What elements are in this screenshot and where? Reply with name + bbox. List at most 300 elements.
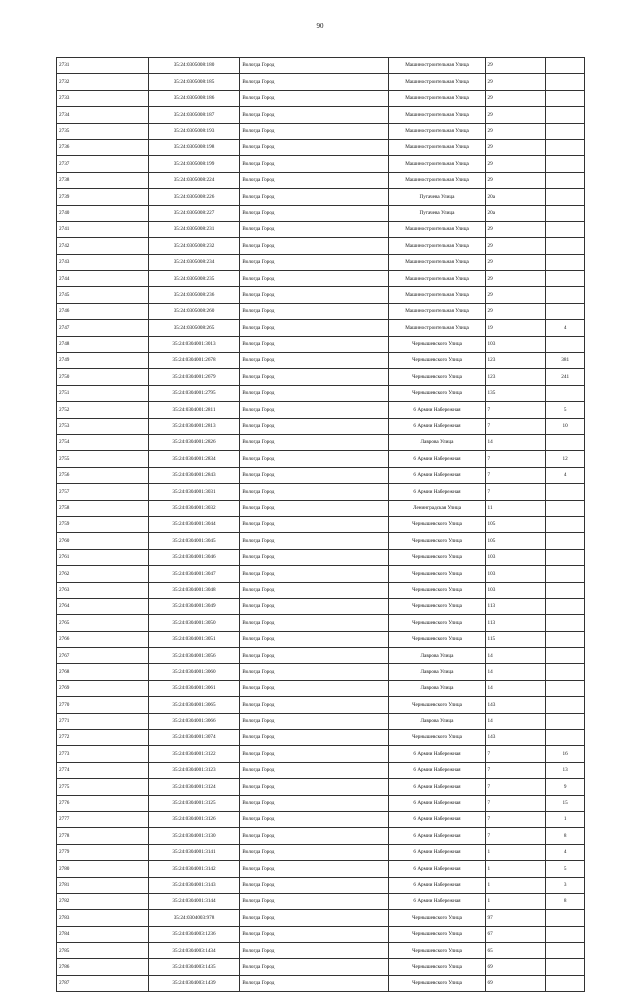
house-number-cell: 69	[485, 975, 546, 991]
row-number-cell: 2765	[57, 615, 149, 631]
house-number-cell: 65	[485, 943, 546, 959]
house-number-cell: 11	[485, 500, 546, 516]
cadastral-number-cell: 35:24:0304001:3050	[148, 615, 240, 631]
table-row	[57, 90, 585, 106]
table-row	[57, 238, 585, 254]
apartment-cell: 1	[546, 811, 585, 827]
street-cell: 6 Армии Набережная	[389, 402, 485, 418]
row-number-cell: 2772	[57, 730, 149, 746]
apartment-cell	[546, 287, 585, 303]
city-cell: Вологда Город	[240, 484, 389, 500]
street-cell: 6 Армии Набережная	[389, 795, 485, 811]
cadastral-number-cell: 35:24:0304001:3124	[148, 779, 240, 795]
apartment-cell	[546, 385, 585, 401]
city-cell: Вологда Город	[240, 74, 389, 90]
cadastral-number-cell: 35:24:0304001:2843	[148, 467, 240, 483]
cadastral-number-cell: 35:24:0304001:2678	[148, 353, 240, 369]
city-cell: Вологда Город	[240, 467, 389, 483]
row-number-cell: 2754	[57, 434, 149, 450]
apartment-cell	[546, 123, 585, 139]
house-number-cell: 29	[485, 58, 546, 74]
street-cell: 6 Армии Набережная	[389, 484, 485, 500]
row-number-cell: 2777	[57, 811, 149, 827]
apartment-cell	[546, 697, 585, 713]
cadastral-number-cell: 35:24:0305008:186	[148, 90, 240, 106]
cadastral-number-cell: 35:24:0305008:224	[148, 172, 240, 188]
cadastral-number-cell: 35:24:0305008:187	[148, 107, 240, 123]
apartment-cell	[546, 910, 585, 926]
house-number-cell: 29	[485, 139, 546, 155]
street-cell: Чернышевского Улица	[389, 385, 485, 401]
cadastral-number-cell: 35:24:0304001:2679	[148, 369, 240, 385]
row-number-cell: 2771	[57, 713, 149, 729]
house-number-cell: 29	[485, 238, 546, 254]
cadastral-number-cell: 35:24:0304003:1435	[148, 959, 240, 975]
street-cell: 6 Армии Набережная	[389, 861, 485, 877]
apartment-cell	[546, 582, 585, 598]
city-cell: Вологда Город	[240, 730, 389, 746]
row-number-cell: 2740	[57, 205, 149, 221]
cadastral-number-cell: 35:24:0305008:234	[148, 254, 240, 270]
street-cell: 6 Армии Набережная	[389, 844, 485, 860]
street-cell: Чернышевского Улица	[389, 369, 485, 385]
apartment-cell: 15	[546, 795, 585, 811]
house-number-cell: 29	[485, 221, 546, 237]
row-number-cell: 2737	[57, 156, 149, 172]
cadastral-number-cell: 35:24:0304001:3061	[148, 680, 240, 696]
street-cell: Чернышевского Улица	[389, 615, 485, 631]
table-row	[57, 287, 585, 303]
cadastral-number-cell: 35:24:0304001:3056	[148, 648, 240, 664]
street-cell: Машиностроительная Улица	[389, 271, 485, 287]
cadastral-number-cell: 35:24:0304001:3144	[148, 893, 240, 909]
row-number-cell: 2769	[57, 680, 149, 696]
house-number-cell: 29	[485, 287, 546, 303]
apartment-cell	[546, 730, 585, 746]
table-row	[57, 533, 585, 549]
street-cell: Лаврова Улица	[389, 664, 485, 680]
table-row	[57, 582, 585, 598]
cadastral-number-cell: 35:24:0305008:236	[148, 287, 240, 303]
city-cell: Вологда Город	[240, 353, 389, 369]
city-cell: Вологда Город	[240, 697, 389, 713]
table-row	[57, 844, 585, 860]
city-cell: Вологда Город	[240, 910, 389, 926]
apartment-cell	[546, 943, 585, 959]
table-row	[57, 975, 585, 991]
apartment-cell	[546, 959, 585, 975]
table-row	[57, 385, 585, 401]
apartment-cell	[546, 107, 585, 123]
apartment-cell	[546, 631, 585, 647]
apartment-cell: 8	[546, 893, 585, 909]
table-row	[57, 779, 585, 795]
table-row	[57, 615, 585, 631]
apartment-cell	[546, 254, 585, 270]
cadastral-number-cell: 35:24:0304001:3122	[148, 746, 240, 762]
apartment-cell	[546, 90, 585, 106]
apartment-cell: 9	[546, 779, 585, 795]
cadastral-number-cell: 35:24:0304001:3066	[148, 713, 240, 729]
house-number-cell: 1	[485, 877, 546, 893]
cadastral-number-cell: 35:24:0304001:2795	[148, 385, 240, 401]
table-row	[57, 320, 585, 336]
table-row	[57, 877, 585, 893]
apartment-cell: 5	[546, 861, 585, 877]
house-number-cell: 14	[485, 434, 546, 450]
cadastral-number-cell: 35:24:0305008:180	[148, 58, 240, 74]
row-number-cell: 2735	[57, 123, 149, 139]
cadastral-number-cell: 35:24:0305008:227	[148, 205, 240, 221]
house-number-cell: 29	[485, 123, 546, 139]
cadastral-number-cell: 35:24:0304001:3141	[148, 844, 240, 860]
city-cell: Вологда Город	[240, 336, 389, 352]
city-cell: Вологда Город	[240, 107, 389, 123]
street-cell: 6 Армии Набережная	[389, 828, 485, 844]
street-cell: Чернышевского Улица	[389, 959, 485, 975]
apartment-cell	[546, 500, 585, 516]
table-row	[57, 713, 585, 729]
city-cell: Вологда Город	[240, 139, 389, 155]
table-row	[57, 762, 585, 778]
street-cell: Чернышевского Улица	[389, 730, 485, 746]
street-cell: Лаврова Улица	[389, 648, 485, 664]
cadastral-number-cell: 35:24:0304003:978	[148, 910, 240, 926]
row-number-cell: 2745	[57, 287, 149, 303]
house-number-cell: 1	[485, 861, 546, 877]
row-number-cell: 2767	[57, 648, 149, 664]
cadastral-number-cell: 35:24:0304001:3065	[148, 697, 240, 713]
street-cell: Чернышевского Улица	[389, 549, 485, 565]
table-row	[57, 205, 585, 221]
apartment-cell	[546, 926, 585, 942]
street-cell: 6 Армии Набережная	[389, 811, 485, 827]
city-cell: Вологда Город	[240, 959, 389, 975]
house-number-cell: 113	[485, 615, 546, 631]
city-cell: Вологда Город	[240, 615, 389, 631]
row-number-cell: 2763	[57, 582, 149, 598]
city-cell: Вологда Город	[240, 516, 389, 532]
row-number-cell: 2760	[57, 533, 149, 549]
city-cell: Вологда Город	[240, 123, 389, 139]
city-cell: Вологда Город	[240, 271, 389, 287]
cadastral-number-cell: 35:24:0304001:3013	[148, 336, 240, 352]
city-cell: Вологда Город	[240, 418, 389, 434]
street-cell: Чернышевского Улица	[389, 975, 485, 991]
row-number-cell: 2764	[57, 598, 149, 614]
apartment-cell: 13	[546, 762, 585, 778]
city-cell: Вологда Город	[240, 533, 389, 549]
cadastral-number-cell: 35:24:0304001:3130	[148, 828, 240, 844]
table-row	[57, 697, 585, 713]
city-cell: Вологда Город	[240, 746, 389, 762]
table-row	[57, 58, 585, 74]
street-cell: Чернышевского Улица	[389, 582, 485, 598]
apartment-cell	[546, 434, 585, 450]
row-number-cell: 2779	[57, 844, 149, 860]
street-cell: 6 Армии Набережная	[389, 746, 485, 762]
house-number-cell: 67	[485, 926, 546, 942]
street-cell: Машиностроительная Улица	[389, 107, 485, 123]
street-cell: 6 Армии Набережная	[389, 893, 485, 909]
cadastral-number-cell: 35:24:0304001:3126	[148, 811, 240, 827]
cadastral-number-cell: 35:24:0304001:3051	[148, 631, 240, 647]
street-cell: Машиностроительная Улица	[389, 58, 485, 74]
row-number-cell: 2770	[57, 697, 149, 713]
apartment-cell	[546, 648, 585, 664]
table-row	[57, 107, 585, 123]
house-number-cell: 7	[485, 762, 546, 778]
cadastral-number-cell: 35:24:0304001:3074	[148, 730, 240, 746]
city-cell: Вологда Город	[240, 90, 389, 106]
apartment-cell	[546, 533, 585, 549]
cadastral-number-cell: 35:24:0304001:3048	[148, 582, 240, 598]
cadastral-number-cell: 35:24:0305008:235	[148, 271, 240, 287]
city-cell: Вологда Город	[240, 680, 389, 696]
table-row	[57, 926, 585, 942]
table-row	[57, 566, 585, 582]
house-number-cell: 7	[485, 746, 546, 762]
city-cell: Вологда Город	[240, 926, 389, 942]
cadastral-number-cell: 35:24:0305008:193	[148, 123, 240, 139]
street-cell: 6 Армии Набережная	[389, 762, 485, 778]
city-cell: Вологда Город	[240, 566, 389, 582]
cadastral-number-cell: 35:24:0304001:3142	[148, 861, 240, 877]
city-cell: Вологда Город	[240, 549, 389, 565]
row-number-cell: 2778	[57, 828, 149, 844]
street-cell: Чернышевского Улица	[389, 943, 485, 959]
house-number-cell: 7	[485, 828, 546, 844]
house-number-cell: 135	[485, 385, 546, 401]
street-cell: 6 Армии Набережная	[389, 779, 485, 795]
apartment-cell: 381	[546, 353, 585, 369]
street-cell: Машиностроительная Улица	[389, 238, 485, 254]
table-row	[57, 353, 585, 369]
row-number-cell: 2782	[57, 893, 149, 909]
row-number-cell: 2761	[57, 549, 149, 565]
house-number-cell: 103	[485, 336, 546, 352]
apartment-cell	[546, 713, 585, 729]
row-number-cell: 2751	[57, 385, 149, 401]
table-row	[57, 221, 585, 237]
table-row	[57, 549, 585, 565]
city-cell: Вологда Город	[240, 631, 389, 647]
row-number-cell: 2787	[57, 975, 149, 991]
row-number-cell: 2734	[57, 107, 149, 123]
cadastral-number-cell: 35:24:0304001:3044	[148, 516, 240, 532]
table-row	[57, 811, 585, 827]
table-row	[57, 730, 585, 746]
house-number-cell: 7	[485, 811, 546, 827]
apartment-cell: 10	[546, 418, 585, 434]
row-number-cell: 2768	[57, 664, 149, 680]
apartment-cell	[546, 221, 585, 237]
table-row	[57, 861, 585, 877]
street-cell: Машиностроительная Улица	[389, 74, 485, 90]
apartment-cell: 5	[546, 402, 585, 418]
house-number-cell: 113	[485, 598, 546, 614]
street-cell: Машиностроительная Улица	[389, 172, 485, 188]
apartment-cell	[546, 598, 585, 614]
house-number-cell: 29	[485, 303, 546, 319]
cadastral-number-cell: 35:24:0305008:231	[148, 221, 240, 237]
house-number-cell: 103	[485, 549, 546, 565]
house-number-cell: 7	[485, 418, 546, 434]
cadastral-number-cell: 35:24:0305008:265	[148, 320, 240, 336]
row-number-cell: 2731	[57, 58, 149, 74]
city-cell: Вологда Город	[240, 172, 389, 188]
city-cell: Вологда Город	[240, 975, 389, 991]
row-number-cell: 2762	[57, 566, 149, 582]
city-cell: Вологда Город	[240, 811, 389, 827]
street-cell: 6 Армии Набережная	[389, 451, 485, 467]
table-row	[57, 139, 585, 155]
register-table	[56, 57, 585, 992]
house-number-cell: 19	[485, 320, 546, 336]
city-cell: Вологда Город	[240, 238, 389, 254]
table-row	[57, 631, 585, 647]
cadastral-number-cell: 35:24:0305008:232	[148, 238, 240, 254]
street-cell: Чернышевского Улица	[389, 697, 485, 713]
city-cell: Вологда Город	[240, 943, 389, 959]
cadastral-number-cell: 35:24:0304001:2826	[148, 434, 240, 450]
table-row	[57, 434, 585, 450]
city-cell: Вологда Город	[240, 320, 389, 336]
city-cell: Вологда Город	[240, 861, 389, 877]
city-cell: Вологда Город	[240, 664, 389, 680]
row-number-cell: 2742	[57, 238, 149, 254]
city-cell: Вологда Город	[240, 402, 389, 418]
table-row	[57, 910, 585, 926]
row-number-cell: 2753	[57, 418, 149, 434]
house-number-cell: 105	[485, 516, 546, 532]
cadastral-number-cell: 35:24:0304001:2834	[148, 451, 240, 467]
apartment-cell	[546, 975, 585, 991]
house-number-cell: 1	[485, 893, 546, 909]
table-row	[57, 959, 585, 975]
city-cell: Вологда Город	[240, 221, 389, 237]
row-number-cell: 2741	[57, 221, 149, 237]
city-cell: Вологда Город	[240, 254, 389, 270]
cadastral-number-cell: 35:24:0304003:1439	[148, 975, 240, 991]
cadastral-number-cell: 35:24:0304001:3032	[148, 500, 240, 516]
row-number-cell: 2743	[57, 254, 149, 270]
city-cell: Вологда Город	[240, 598, 389, 614]
row-number-cell: 2738	[57, 172, 149, 188]
street-cell: 6 Армии Набережная	[389, 418, 485, 434]
row-number-cell: 2749	[57, 353, 149, 369]
street-cell: Машиностроительная Улица	[389, 139, 485, 155]
table-row	[57, 172, 585, 188]
apartment-cell	[546, 664, 585, 680]
cadastral-number-cell: 35:24:0304001:3049	[148, 598, 240, 614]
house-number-cell: 7	[485, 402, 546, 418]
house-number-cell: 103	[485, 582, 546, 598]
table-row	[57, 156, 585, 172]
apartment-cell	[546, 139, 585, 155]
apartment-cell	[546, 615, 585, 631]
cadastral-number-cell: 35:24:0305008:226	[148, 189, 240, 205]
house-number-cell: 29	[485, 271, 546, 287]
table-row	[57, 746, 585, 762]
row-number-cell: 2757	[57, 484, 149, 500]
house-number-cell: 7	[485, 467, 546, 483]
house-number-cell: 7	[485, 779, 546, 795]
table-row	[57, 598, 585, 614]
table-row	[57, 189, 585, 205]
city-cell: Вологда Город	[240, 648, 389, 664]
apartment-cell	[546, 189, 585, 205]
house-number-cell: 14	[485, 648, 546, 664]
table-row	[57, 893, 585, 909]
city-cell: Вологда Город	[240, 795, 389, 811]
street-cell: Пугачева Улица	[389, 189, 485, 205]
row-number-cell: 2774	[57, 762, 149, 778]
city-cell: Вологда Город	[240, 877, 389, 893]
street-cell: Машиностроительная Улица	[389, 303, 485, 319]
house-number-cell: 69	[485, 959, 546, 975]
row-number-cell: 2773	[57, 746, 149, 762]
apartment-cell	[546, 516, 585, 532]
apartment-cell	[546, 74, 585, 90]
city-cell: Вологда Город	[240, 303, 389, 319]
street-cell: Ленинградская Улица	[389, 500, 485, 516]
street-cell: Машиностроительная Улица	[389, 287, 485, 303]
house-number-cell: 14	[485, 680, 546, 696]
table-row	[57, 484, 585, 500]
cadastral-number-cell: 35:24:0304001:3031	[148, 484, 240, 500]
row-number-cell: 2775	[57, 779, 149, 795]
house-number-cell: 29	[485, 74, 546, 90]
table-row	[57, 74, 585, 90]
table-row	[57, 680, 585, 696]
house-number-cell: 7	[485, 484, 546, 500]
apartment-cell: 4	[546, 320, 585, 336]
row-number-cell: 2732	[57, 74, 149, 90]
row-number-cell: 2733	[57, 90, 149, 106]
register-table-body	[57, 58, 585, 992]
house-number-cell: 29	[485, 107, 546, 123]
city-cell: Вологда Город	[240, 828, 389, 844]
house-number-cell: 14	[485, 664, 546, 680]
row-number-cell: 2759	[57, 516, 149, 532]
cadastral-number-cell: 35:24:0304001:3060	[148, 664, 240, 680]
apartment-cell: 16	[546, 746, 585, 762]
city-cell: Вологда Город	[240, 582, 389, 598]
house-number-cell: 105	[485, 533, 546, 549]
street-cell: Машиностроительная Улица	[389, 123, 485, 139]
cadastral-number-cell: 35:24:0304001:2813	[148, 418, 240, 434]
street-cell: Чернышевского Улица	[389, 598, 485, 614]
street-cell: 6 Армии Набережная	[389, 467, 485, 483]
city-cell: Вологда Город	[240, 58, 389, 74]
apartment-cell: 4	[546, 467, 585, 483]
apartment-cell: 241	[546, 369, 585, 385]
street-cell: Машиностроительная Улица	[389, 320, 485, 336]
city-cell: Вологда Город	[240, 779, 389, 795]
street-cell: Чернышевского Улица	[389, 926, 485, 942]
row-number-cell: 2752	[57, 402, 149, 418]
city-cell: Вологда Город	[240, 156, 389, 172]
apartment-cell: 8	[546, 828, 585, 844]
row-number-cell: 2780	[57, 861, 149, 877]
row-number-cell: 2736	[57, 139, 149, 155]
table-row	[57, 402, 585, 418]
street-cell: Лаврова Улица	[389, 713, 485, 729]
apartment-cell	[546, 205, 585, 221]
table-row	[57, 500, 585, 516]
cadastral-number-cell: 35:24:0305008:185	[148, 74, 240, 90]
